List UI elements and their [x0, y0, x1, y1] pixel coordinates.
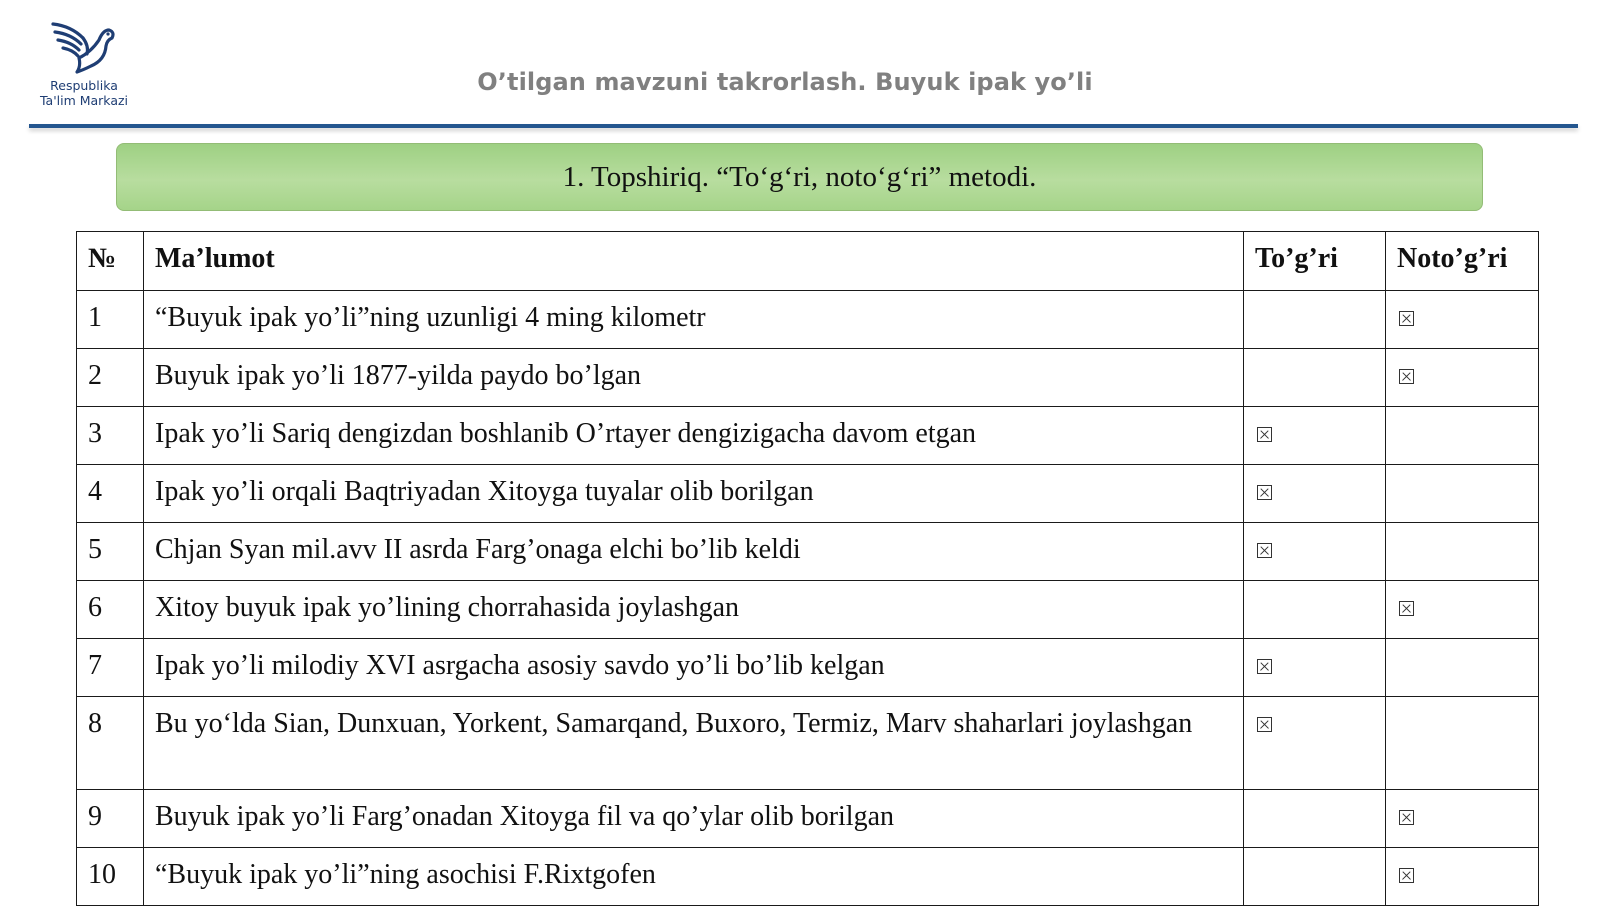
row-statement: Ipak yo’li Sariq dengizdan boshlanib O’rtayer dengizigacha davom etgan [144, 407, 1244, 465]
correct-cell [1244, 291, 1386, 349]
checkbox-cross-icon [1399, 311, 1414, 326]
checkbox-cross-icon [1257, 485, 1272, 500]
row-statement: Buyuk ipak yo’li 1877-yilda paydo bo’lgan [144, 349, 1244, 407]
row-number: 3 [77, 407, 144, 465]
table-row [77, 407, 1539, 465]
row-statement: Ipak yo’li orqali Baqtriyadan Xitoyga tuyalar olib borilgan [144, 465, 1244, 523]
table-row [77, 697, 1539, 790]
row-statement: “Buyuk ipak yo’li”ning asochisi F.Rixtgofen [144, 848, 1244, 906]
correct-cell [1244, 848, 1386, 906]
checkbox-cross-icon [1257, 659, 1272, 674]
table-row [77, 790, 1539, 848]
incorrect-cell [1386, 349, 1539, 407]
correct-cell [1244, 523, 1386, 581]
checkbox-cross-icon [1257, 543, 1272, 558]
row-number: 5 [77, 523, 144, 581]
incorrect-cell [1386, 790, 1539, 848]
incorrect-cell [1386, 465, 1539, 523]
row-number: 10 [77, 848, 144, 906]
correct-cell [1244, 790, 1386, 848]
incorrect-cell [1386, 848, 1539, 906]
incorrect-cell [1386, 639, 1539, 697]
correct-cell [1244, 639, 1386, 697]
row-number: 2 [77, 349, 144, 407]
incorrect-cell [1386, 291, 1539, 349]
row-statement: Bu yo‘lda Sian, Dunxuan, Yorkent, Samarqand, Buxoro, Termiz, Marv shaharlari joylashgan [144, 697, 1244, 790]
row-statement: Chjan Syan mil.avv II asrda Farg’onaga elchi bo’lib keldi [144, 523, 1244, 581]
logo-line-2: Ta'lim Markazi [39, 93, 129, 108]
incorrect-cell [1386, 581, 1539, 639]
checkbox-cross-icon [1399, 601, 1414, 616]
logo-text [32, 78, 136, 108]
table-row [77, 523, 1539, 581]
checkbox-cross-icon [1399, 810, 1414, 825]
task-title: 1. Topshiriq. “To‘g‘ri, noto‘g‘ri” metodi. [562, 160, 1037, 193]
column-header-correct: To’g’ri [1244, 232, 1386, 291]
row-statement: “Buyuk ipak yo’li”ning uzunligi 4 ming kilometr [144, 291, 1244, 349]
checkbox-cross-icon [1399, 369, 1414, 384]
row-statement: Ipak yo’li milodiy XVI asrgacha asosiy savdo yo’li bo’lib kelgan [144, 639, 1244, 697]
row-number: 8 [77, 697, 144, 790]
checkbox-cross-icon [1399, 868, 1414, 883]
correct-cell [1244, 581, 1386, 639]
table-row [77, 639, 1539, 697]
correct-cell [1244, 407, 1386, 465]
header-divider [29, 124, 1578, 128]
table-row [77, 465, 1539, 523]
column-header-info: Ma’lumot [144, 232, 1244, 291]
dove-logo-icon [49, 16, 119, 74]
table-row [77, 349, 1539, 407]
row-statement: Buyuk ipak yo’li Farg’onadan Xitoyga fil va qo’ylar olib borilgan [144, 790, 1244, 848]
row-number: 1 [77, 291, 144, 349]
correct-cell [1244, 697, 1386, 790]
checkbox-cross-icon [1257, 717, 1272, 732]
incorrect-cell [1386, 697, 1539, 790]
table-header-row [77, 232, 1539, 291]
logo [32, 16, 136, 108]
page-title: O’tilgan mavzuni takrorlash. Buyuk ipak yo’li [477, 68, 1093, 96]
row-number: 6 [77, 581, 144, 639]
incorrect-cell [1386, 407, 1539, 465]
row-number: 7 [77, 639, 144, 697]
correct-cell [1244, 465, 1386, 523]
true-false-table [76, 231, 1539, 906]
column-header-number: № [77, 232, 144, 291]
row-number: 4 [77, 465, 144, 523]
row-number: 9 [77, 790, 144, 848]
correct-cell [1244, 349, 1386, 407]
checkbox-cross-icon [1257, 427, 1272, 442]
table-row [77, 581, 1539, 639]
column-header-incorrect: Noto’g’ri [1386, 232, 1539, 291]
task-banner [116, 143, 1483, 211]
incorrect-cell [1386, 523, 1539, 581]
logo-line-1: Respublika [50, 78, 118, 93]
row-statement: Xitoy buyuk ipak yo’lining chorrahasida joylashgan [144, 581, 1244, 639]
table-row [77, 291, 1539, 349]
table-row [77, 848, 1539, 906]
